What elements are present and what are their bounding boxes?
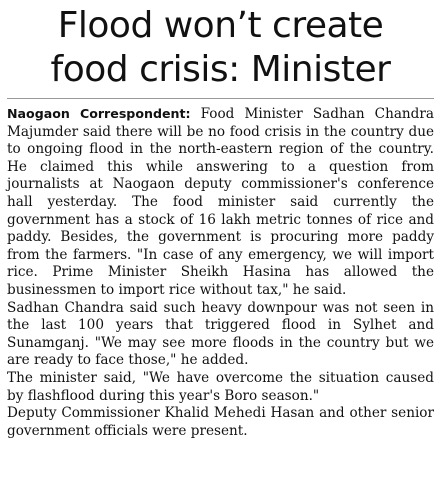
headline-divider	[7, 98, 434, 99]
article-body	[7, 105, 434, 440]
article-paragraph-4: Deputy Commissioner Khalid Mehedi Hasan and other senior government officials were present.	[7, 405, 434, 439]
article-paragraph-1	[7, 105, 434, 300]
headline-line-2: food crisis: Minister	[50, 49, 391, 90]
headline	[7, 4, 434, 92]
headline-line-1: Flood won’t create	[57, 5, 384, 46]
paragraph-1-text: Food Minister Sadhan Chandra Majumder said there will be no food crisis in the country due to ongoing flood in the north-eastern region of the country. He claimed this while answering to a question from journalists at Naogaon deputy commissioner's conference hall yesterday. The food minister said currently the government has a stock of 16 lakh metric tonnes of rice and paddy. Besides, the government is procuring more paddy from the farmers. "In case of any emergency, we will import rice. Prime Minister Sheikh Hasina has allowed the businessmen to import rice without tax," he said.	[7, 106, 434, 298]
article-paragraph-3: The minister said, "We have overcome the situation caused by flashflood during this year's Boro season."	[7, 369, 434, 404]
article-paragraph-2: Sadhan Chandra said such heavy downpour was not seen in the last 100 years that triggered flood in Sylhet and Sunamganj. "We may see more floods in the country but we are ready to face those," he added.	[7, 299, 434, 369]
byline: Naogaon Correspondent:	[7, 106, 191, 121]
